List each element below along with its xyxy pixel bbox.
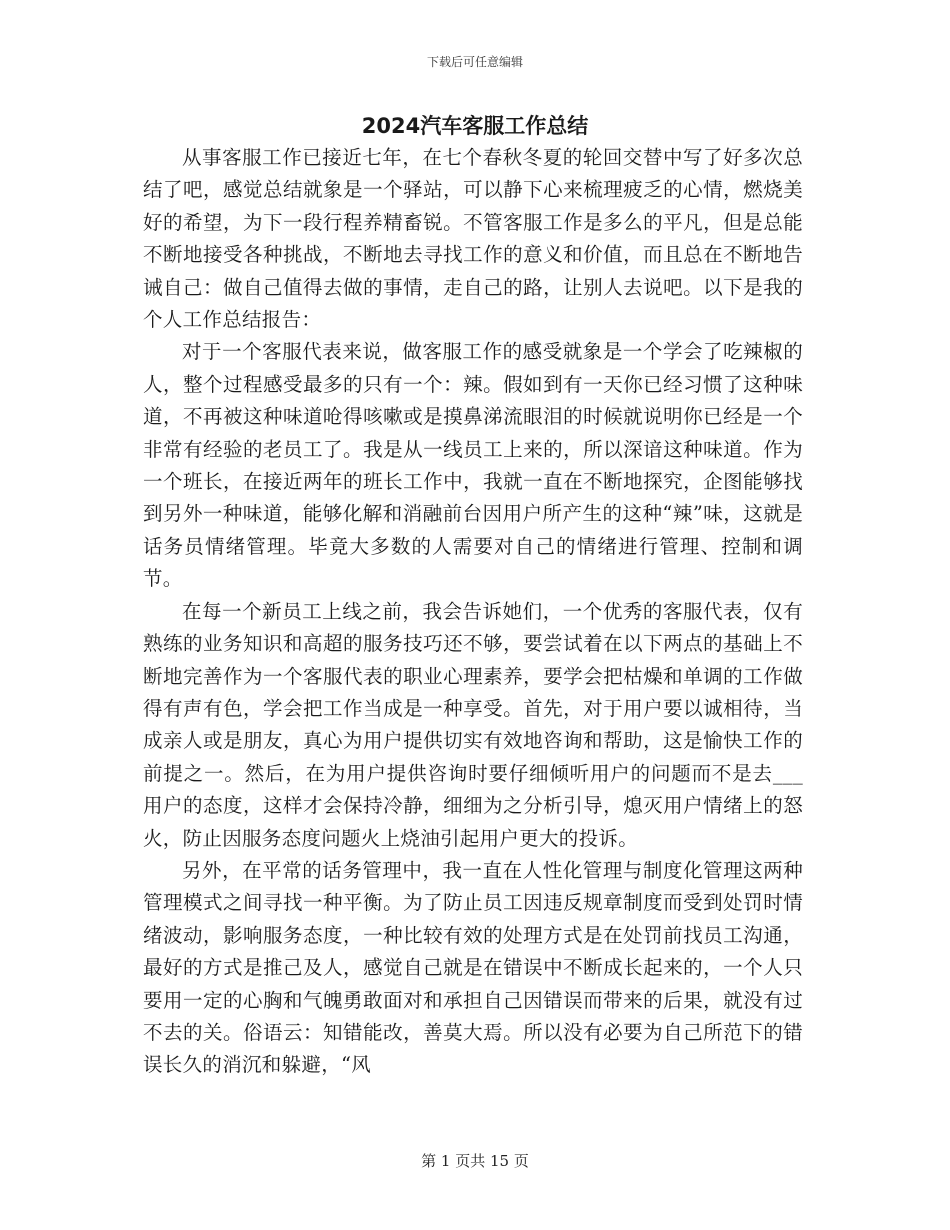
paragraph-2: 对于一个客服代表来说，做客服工作的感受就象是一个学会了吃辣椒的人，整个过程感受最多的只有一个：辣。假如到有一天你已经习惯了这种味道，不再被这种味道呛得咳嗽或是摸鼻涕流眼泪的时候就说明你已经是一个非常有经验的老员工了。我是从一线员工上来的，所以深谙这种味道。作为一个班长，在接近两年的班长工作中，我就一直在不断地探究，企图能够找到另外一种味道，能够化解和消融前台因用户所产生的这种“辣”味，这就是话务员情绪管理。毕竟大多数的人需要对自己的情绪进行管理、控制和调节。 bbox=[143, 340, 803, 591]
document-body bbox=[143, 142, 803, 1082]
page-number: 第 1 页共 15 页 bbox=[421, 1152, 529, 1170]
document-title: 2024汽车客服工作总结 bbox=[361, 114, 589, 138]
paragraph-4: 另外，在平常的话务管理中，我一直在人性化管理与制度化管理这两种管理模式之间寻找一种平衡。为了防止员工因违反规章制度而受到处罚时情绪波动，影响服务态度，一种比较有效的处理方式是在处罚前找员工沟通，最好的方式是推己及人，感觉自己就是在错误中不断成长起来的，一个人只要用一定的心胸和气魄勇敢面对和承担自己因错误而带来的后果，就没有过不去的关。俗语云：知错能改，善莫大焉。所以没有必要为自己所范下的错误长久的消沉和躲避，“风 bbox=[143, 858, 803, 1077]
paragraph-3: 在每一个新员工上线之前，我会告诉她们，一个优秀的客服代表，仅有熟练的业务知识和高超的服务技巧还不够，要尝试着在以下两点的基础上不断地完善作为一个客服代表的职业心理素养，要学会把枯燥和单调的工作做得有声有色，学会把工作当成是一种享受。首先，对于用户要以诚相待，当成亲人或是朋友，真心为用户提供切实有效地咨询和帮助，这是愉快工作的前提之一。然后，在为用户提供咨询时要仔细倾听用户的问题而不是去___用户的态度，这样才会保持冷静，细细为之分析引导，熄灭用户情绪上的怒火，防止因服务态度问题火上烧油引起用户更大的投诉。 bbox=[143, 599, 803, 850]
paragraph-1: 从事客服工作已接近七年，在七个春秋冬夏的轮回交替中写了好多次总结了吧，感觉总结就象是一个驿站，可以静下心来梳理疲乏的心情，燃烧美好的希望，为下一段行程养精畜锐。不管客服工作是多么的平凡，但是总能不断地接受各种挑战，不断地去寻找工作的意义和价值，而且总在不断地告诫自己：做自己值得去做的事情，走自己的路，让别人去说吧。以下是我的个人工作总结报告： bbox=[143, 146, 803, 332]
header-note: 下载后可任意编辑 bbox=[426, 55, 523, 69]
